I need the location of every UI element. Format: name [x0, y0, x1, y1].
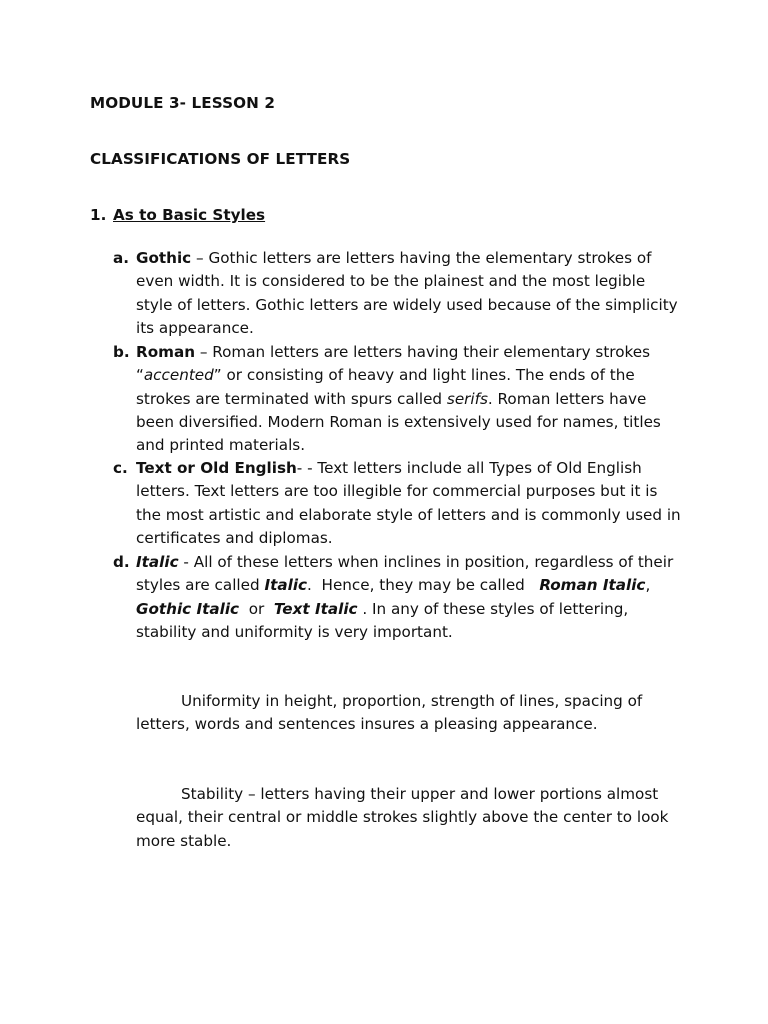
list-marker-d: d. [113, 553, 130, 571]
term-separator: - [178, 553, 194, 571]
item-text: Text letters include all Types of Old English letters. Text letters are too illegible for commercial purposes but it is the most artistic and elaborate style of letters and is commonly used in certificates and diplomas. [136, 459, 681, 547]
emphasis-italic: Italic [264, 576, 308, 595]
term-separator: – [191, 249, 209, 267]
paragraph-stability [136, 783, 681, 853]
term-italic: Italic [136, 553, 179, 571]
term-gothic: Gothic [136, 249, 192, 267]
emphasis-serifs: serifs [446, 389, 488, 408]
item-text: , [645, 576, 651, 595]
emphasis-gothic-italic: Gothic Italic [136, 599, 240, 618]
list-item-roman [136, 341, 681, 457]
section-title: As to Basic Styles [113, 206, 266, 224]
item-text: Gothic letters are letters having the elementary strokes of even width. It is considered to be the plainest and the most legible style of letters. Gothic letters are widely used because of the simplicity its appearance. [136, 249, 678, 337]
list-item-gothic [136, 247, 681, 340]
emphasis-text-italic: Text Italic [273, 599, 358, 618]
term-separator: - - [296, 459, 318, 477]
term-roman: Roman [136, 343, 196, 361]
section-number: 1. [90, 206, 107, 224]
emphasis-roman-italic: Roman Italic [539, 576, 646, 595]
list-marker-c: c. [113, 459, 128, 477]
paragraph-uniformity [136, 690, 681, 737]
item-text: Roman letters are letters having their elementary strokes “ [136, 343, 650, 385]
list-marker-a: a. [113, 249, 130, 267]
list-marker-b: b. [113, 343, 130, 361]
list-item-italic [136, 551, 681, 644]
emphasis-accented: accented [143, 366, 214, 385]
term-separator: – [195, 343, 213, 361]
item-text: . In any of these styles of lettering, stability and uniformity is very important. [136, 599, 629, 641]
term-text-old-english: Text or Old English [136, 459, 297, 477]
paragraph-text: Stability – letters having their upper and lower portions almost equal, their central or middle strokes slightly above the center to look more stable. [136, 785, 669, 850]
item-text: or [239, 599, 274, 618]
list-item-text-old-english [136, 457, 681, 550]
module-title: MODULE 3- LESSON 2 [90, 94, 275, 112]
item-text: ” or consisting of heavy and light lines. The ends of the strokes are terminated with spurs called [136, 366, 635, 408]
item-text: . Roman letters have been diversified. Modern Roman is extensively used for names, titles and printed materials. [136, 389, 661, 455]
page-heading: CLASSIFICATIONS OF LETTERS [90, 150, 351, 168]
item-text: . Hence, they may be called [307, 576, 540, 595]
item-text: All of these letters when inclines in position, regardless of their styles are called [136, 553, 674, 595]
paragraph-text: Uniformity in height, proportion, strength of lines, spacing of letters, words and sentences insures a pleasing appearance. [136, 692, 643, 734]
